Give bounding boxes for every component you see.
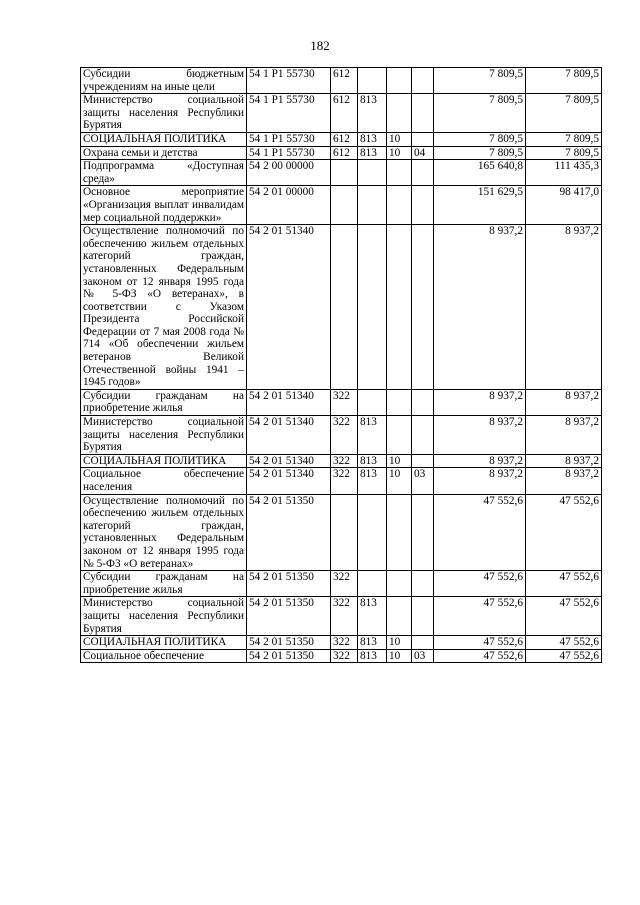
row-section bbox=[387, 68, 412, 94]
row-section bbox=[387, 597, 412, 636]
row-department: 813 bbox=[358, 468, 387, 494]
row-code: 54 1 P1 55730 bbox=[247, 94, 331, 133]
row-sum-1: 8 937,2 bbox=[434, 416, 526, 455]
row-subsection bbox=[412, 389, 434, 415]
row-subsection bbox=[412, 571, 434, 597]
row-code: 54 2 01 51340 bbox=[247, 468, 331, 494]
row-group: 322 bbox=[331, 597, 358, 636]
row-sum-2: 47 552,6 bbox=[526, 636, 602, 650]
table-row bbox=[81, 468, 602, 494]
row-subsection bbox=[412, 132, 434, 146]
row-sum-2: 8 937,2 bbox=[526, 416, 602, 455]
row-sum-2: 7 809,5 bbox=[526, 68, 602, 94]
table-body bbox=[81, 68, 602, 663]
row-sum-2: 7 809,5 bbox=[526, 132, 602, 146]
table-row bbox=[81, 416, 602, 455]
row-section: 10 bbox=[387, 649, 412, 663]
row-section bbox=[387, 416, 412, 455]
row-group: 322 bbox=[331, 649, 358, 663]
budget-table bbox=[80, 67, 602, 663]
row-code: 54 2 01 51350 bbox=[247, 597, 331, 636]
table-row bbox=[81, 94, 602, 133]
row-sum-2: 98 417,0 bbox=[526, 186, 602, 225]
row-sum-2: 47 552,6 bbox=[526, 494, 602, 571]
row-code: 54 2 01 51350 bbox=[247, 494, 331, 571]
row-code: 54 1 P1 55730 bbox=[247, 68, 331, 94]
row-name: Осуществление полномочий по обеспечению жильем отдельных категорий граждан, установленных Федеральным законом от 12 января 1995 года № 5-ФЗ «О ветеранах», в соответствии с Указом Президента Российской Федерации от 7 мая 2008 года № 714 «Об обеспечении жильем ветеранов Великой Отечественной войны 1941 – 1945 годов» bbox=[81, 225, 247, 390]
row-sum-1: 7 809,5 bbox=[434, 132, 526, 146]
row-sum-1: 47 552,6 bbox=[434, 649, 526, 663]
row-sum-2: 47 552,6 bbox=[526, 571, 602, 597]
table-row bbox=[81, 146, 602, 160]
row-name: Основное мероприятие «Организация выплат инвалидам мер социальной поддержки» bbox=[81, 186, 247, 225]
row-section: 10 bbox=[387, 468, 412, 494]
row-sum-1: 8 937,2 bbox=[434, 389, 526, 415]
row-group: 612 bbox=[331, 68, 358, 94]
table-row bbox=[81, 389, 602, 415]
row-code: 54 2 01 51350 bbox=[247, 649, 331, 663]
table-row bbox=[81, 649, 602, 663]
row-subsection bbox=[412, 94, 434, 133]
row-section: 10 bbox=[387, 146, 412, 160]
row-name: Министерство социальной защиты населения Республики Бурятия bbox=[81, 416, 247, 455]
row-subsection bbox=[412, 416, 434, 455]
row-department: 813 bbox=[358, 597, 387, 636]
row-group bbox=[331, 160, 358, 186]
row-name: Осуществление полномочий по обеспечению жильем отдельных категорий граждан, установленных Федеральным законом от 12 января 1995 года № 5-ФЗ «О ветеранах» bbox=[81, 494, 247, 571]
table-row bbox=[81, 68, 602, 94]
row-group: 612 bbox=[331, 132, 358, 146]
row-name: Подпрограмма «Доступная среда» bbox=[81, 160, 247, 186]
row-sum-2: 47 552,6 bbox=[526, 597, 602, 636]
row-sum-2: 111 435,3 bbox=[526, 160, 602, 186]
row-sum-2: 8 937,2 bbox=[526, 225, 602, 390]
row-subsection bbox=[412, 225, 434, 390]
row-group: 612 bbox=[331, 146, 358, 160]
row-department bbox=[358, 68, 387, 94]
row-sum-2: 7 809,5 bbox=[526, 94, 602, 133]
row-department: 813 bbox=[358, 636, 387, 650]
row-subsection: 04 bbox=[412, 146, 434, 160]
row-code: 54 2 01 00000 bbox=[247, 186, 331, 225]
row-department: 813 bbox=[358, 146, 387, 160]
row-sum-2: 8 937,2 bbox=[526, 454, 602, 468]
row-section: 10 bbox=[387, 132, 412, 146]
row-group bbox=[331, 186, 358, 225]
row-section bbox=[387, 571, 412, 597]
row-code: 54 1 P1 55730 bbox=[247, 132, 331, 146]
row-department: 813 bbox=[358, 649, 387, 663]
row-department: 813 bbox=[358, 416, 387, 455]
row-sum-1: 47 552,6 bbox=[434, 636, 526, 650]
row-code: 54 2 01 51350 bbox=[247, 571, 331, 597]
row-name: Субсидии бюджетным учреждениям на иные цели bbox=[81, 68, 247, 94]
row-section: 10 bbox=[387, 636, 412, 650]
row-subsection bbox=[412, 186, 434, 225]
row-group: 322 bbox=[331, 389, 358, 415]
row-section bbox=[387, 94, 412, 133]
row-group: 322 bbox=[331, 416, 358, 455]
row-name: Субсидии гражданам на приобретение жилья bbox=[81, 389, 247, 415]
row-group: 322 bbox=[331, 454, 358, 468]
row-code: 54 2 01 51340 bbox=[247, 225, 331, 390]
row-name: СОЦИАЛЬНАЯ ПОЛИТИКА bbox=[81, 636, 247, 650]
row-group bbox=[331, 494, 358, 571]
row-sum-2: 47 552,6 bbox=[526, 649, 602, 663]
row-name: Социальное обеспечение bbox=[81, 649, 247, 663]
row-sum-1: 47 552,6 bbox=[434, 571, 526, 597]
row-name: СОЦИАЛЬНАЯ ПОЛИТИКА bbox=[81, 132, 247, 146]
row-code: 54 2 01 51340 bbox=[247, 416, 331, 455]
row-department bbox=[358, 186, 387, 225]
row-sum-1: 7 809,5 bbox=[434, 146, 526, 160]
row-section: 10 bbox=[387, 454, 412, 468]
row-department: 813 bbox=[358, 94, 387, 133]
row-code: 54 2 01 51350 bbox=[247, 636, 331, 650]
row-sum-2: 7 809,5 bbox=[526, 146, 602, 160]
row-subsection bbox=[412, 454, 434, 468]
table-row bbox=[81, 160, 602, 186]
row-section bbox=[387, 389, 412, 415]
row-department bbox=[358, 225, 387, 390]
row-section bbox=[387, 160, 412, 186]
row-group bbox=[331, 225, 358, 390]
table-row bbox=[81, 186, 602, 225]
row-sum-1: 8 937,2 bbox=[434, 225, 526, 390]
row-subsection bbox=[412, 597, 434, 636]
row-code: 54 2 01 51340 bbox=[247, 389, 331, 415]
row-name: Социальное обеспечение населения bbox=[81, 468, 247, 494]
row-sum-1: 151 629,5 bbox=[434, 186, 526, 225]
row-subsection: 03 bbox=[412, 649, 434, 663]
row-department bbox=[358, 494, 387, 571]
row-department: 813 bbox=[358, 132, 387, 146]
row-section bbox=[387, 494, 412, 571]
row-department bbox=[358, 160, 387, 186]
row-sum-1: 8 937,2 bbox=[434, 468, 526, 494]
table-row bbox=[81, 132, 602, 146]
row-section bbox=[387, 186, 412, 225]
row-subsection bbox=[412, 68, 434, 94]
row-department bbox=[358, 571, 387, 597]
row-subsection: 03 bbox=[412, 468, 434, 494]
page-number: 182 bbox=[310, 38, 330, 53]
row-sum-1: 7 809,5 bbox=[434, 94, 526, 133]
row-code: 54 1 P1 55730 bbox=[247, 146, 331, 160]
row-department: 813 bbox=[358, 454, 387, 468]
row-name: Министерство социальной защиты населения Республики Бурятия bbox=[81, 94, 247, 133]
row-subsection bbox=[412, 160, 434, 186]
table-row bbox=[81, 494, 602, 571]
table-row bbox=[81, 636, 602, 650]
row-name: Министерство социальной защиты населения Республики Бурятия bbox=[81, 597, 247, 636]
row-subsection bbox=[412, 636, 434, 650]
row-sum-1: 7 809,5 bbox=[434, 68, 526, 94]
row-name: Охрана семьи и детства bbox=[81, 146, 247, 160]
row-department bbox=[358, 389, 387, 415]
row-group: 322 bbox=[331, 636, 358, 650]
row-group: 322 bbox=[331, 468, 358, 494]
row-subsection bbox=[412, 494, 434, 571]
row-sum-1: 165 640,8 bbox=[434, 160, 526, 186]
row-sum-1: 8 937,2 bbox=[434, 454, 526, 468]
row-name: СОЦИАЛЬНАЯ ПОЛИТИКА bbox=[81, 454, 247, 468]
row-sum-1: 47 552,6 bbox=[434, 494, 526, 571]
row-code: 54 2 01 51340 bbox=[247, 454, 331, 468]
row-code: 54 2 00 00000 bbox=[247, 160, 331, 186]
row-sum-2: 8 937,2 bbox=[526, 468, 602, 494]
row-sum-1: 47 552,6 bbox=[434, 597, 526, 636]
table-row bbox=[81, 597, 602, 636]
row-sum-2: 8 937,2 bbox=[526, 389, 602, 415]
row-name: Субсидии гражданам на приобретение жилья bbox=[81, 571, 247, 597]
table-row bbox=[81, 225, 602, 390]
row-section bbox=[387, 225, 412, 390]
row-group: 612 bbox=[331, 94, 358, 133]
row-group: 322 bbox=[331, 571, 358, 597]
table-row bbox=[81, 454, 602, 468]
table-row bbox=[81, 571, 602, 597]
